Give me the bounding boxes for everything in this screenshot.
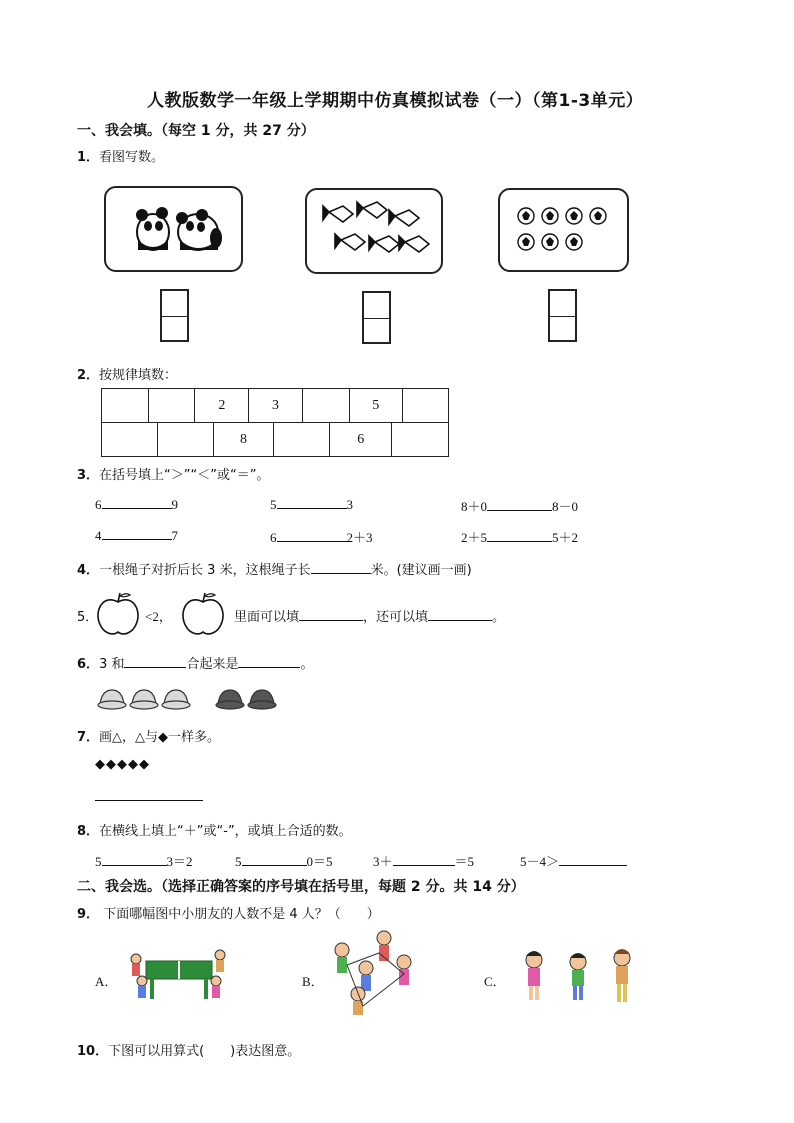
less-than-two: <2， [145,609,172,624]
question-text: 按规律填数： [99,368,178,383]
question-10 [77,1040,300,1059]
answer-blank[interactable] [242,853,307,866]
fill-item [95,851,193,870]
page-title: 人教版数学一年级上学期期中仿真模拟试卷（一）（第1-3单元） [147,91,644,111]
question-text: 一根绳子对折后长 3 米，这根绳子长 [99,563,311,578]
answer-blank[interactable] [102,853,167,866]
question-text: 3 和 [99,657,125,672]
sequence-cell[interactable] [392,423,449,457]
question-5 [234,606,505,625]
question-number: 8． [77,824,100,839]
three-children-icon[interactable] [516,948,642,1010]
question-text: 在括号填上“＞”“＜”或“＝”。 [99,468,270,483]
question-text: 。 [492,610,506,625]
compare-right: 3 [346,497,353,512]
compare-item [95,496,178,513]
question-number: 4． [77,563,100,578]
apple-icon [180,590,226,638]
hats-icon [96,684,296,714]
sequence-cell: 5 [349,389,402,423]
answer-box-pandas[interactable] [160,289,189,342]
compare-left: 8＋0 [461,499,488,514]
option-b-label[interactable]: B． [302,974,324,989]
sequence-cell: 8 [213,423,274,457]
compare-left: 6 [95,497,102,512]
compare-right: 5＋2 [552,530,579,545]
question-8 [77,820,352,839]
picture-fish [305,188,443,274]
sequence-table-row-1 [101,388,449,423]
compare-item [270,527,373,546]
sequence-cell[interactable] [157,423,213,457]
question-6 [77,653,313,672]
answer-blank[interactable] [487,498,552,511]
compare-left: 5 [270,497,277,512]
answer-blank[interactable] [102,527,172,540]
question-text: 合起来是 [186,657,239,672]
compare-item [461,527,578,546]
sequence-cell: 3 [249,389,302,423]
question-text: ，还可以填 [363,610,429,625]
sequence-cell[interactable] [274,423,330,457]
fill-item [373,851,474,870]
question-number: 2． [77,368,100,383]
section-2-heading: 二、我会选。（选择正确答案的序号填在括号里，每题 2 分。共 14 分） [77,879,525,895]
fill-left: 5 [235,854,242,869]
compare-right: 9 [171,497,178,512]
picture-footballs [498,188,629,272]
fill-right: ＝5 [454,854,475,869]
ping-pong-children-icon[interactable] [124,945,234,1003]
fill-item [235,851,333,870]
answer-box-fish[interactable] [362,291,391,344]
sequence-cell[interactable] [302,389,349,423]
question-number: 7． [77,730,100,745]
fill-right: 3＝2 [166,854,193,869]
compare-left: 2＋5 [461,530,488,545]
sequence-cell[interactable] [149,389,195,423]
fill-right: 0＝5 [306,854,333,869]
section-1-heading: 一、我会填。（每空 1 分，共 27 分） [77,123,315,139]
diamond-row: ◆◆◆◆◆ [95,757,150,772]
children-circle-icon[interactable] [328,928,424,1018]
answer-blank[interactable] [277,496,347,509]
question-7 [77,726,220,745]
sequence-cell: 6 [330,423,392,457]
answer-blank[interactable] [299,608,363,621]
question-4 [77,559,472,578]
question-text: 米。(建议画一画) [370,563,472,578]
panda-icon [106,188,241,270]
question-1 [77,146,164,165]
question-number: 9． [77,907,100,922]
apple-icon [95,590,141,638]
question-text: 。 [300,657,314,672]
compare-right: 7 [171,528,178,543]
question-5-number: 5． [77,610,99,625]
option-c-label[interactable]: C． [484,974,506,989]
answer-box-footballs[interactable] [548,289,577,342]
question-text: 下图可以用算式( )表达图意。 [108,1044,301,1059]
answer-blank[interactable] [559,853,627,866]
drawing-line[interactable] [95,800,203,801]
compare-left: 6 [270,530,277,545]
answer-blank[interactable] [124,655,186,668]
question-number: 6． [77,657,100,672]
sequence-cell[interactable] [402,389,448,423]
question-text: 下面哪幅图中小朋友的人数不是 4 人？（ ） [103,907,380,922]
option-a-label[interactable]: A． [95,974,118,989]
sequence-cell: 2 [195,389,249,423]
fill-left: 5－4＞ [520,854,560,869]
sequence-table-row-2 [101,422,449,457]
question-number: 10． [77,1044,109,1059]
question-text: 在横线上填上“＋”或“-”，或填上合适的数。 [99,824,352,839]
answer-blank[interactable] [277,529,347,542]
answer-blank[interactable] [393,853,455,866]
fish-icon [307,190,441,272]
fill-item [520,851,627,870]
sequence-cell[interactable] [102,423,158,457]
answer-blank[interactable] [102,496,172,509]
compare-item [95,527,178,544]
answer-blank[interactable] [487,529,552,542]
question-number: 3． [77,468,100,483]
sequence-cell[interactable] [102,389,149,423]
question-9 [77,903,380,922]
compare-left: 4 [95,528,102,543]
football-icon [500,190,627,270]
answer-blank[interactable] [428,608,492,621]
fill-left: 5 [95,854,102,869]
compare-right: 2＋3 [346,530,373,545]
answer-blank[interactable] [311,561,371,574]
compare-item [461,496,578,515]
question-text: 画△，△与◆一样多。 [99,730,221,745]
compare-right: 8－0 [552,499,579,514]
picture-pandas [104,186,243,272]
question-number: 1． [77,150,100,165]
question-3 [77,464,269,483]
compare-item [270,496,353,513]
fill-left: 3＋ [373,854,393,869]
question-text: 里面可以填 [234,610,300,625]
question-text: 看图写数。 [99,150,165,165]
question-2 [77,364,177,383]
answer-blank[interactable] [238,655,300,668]
